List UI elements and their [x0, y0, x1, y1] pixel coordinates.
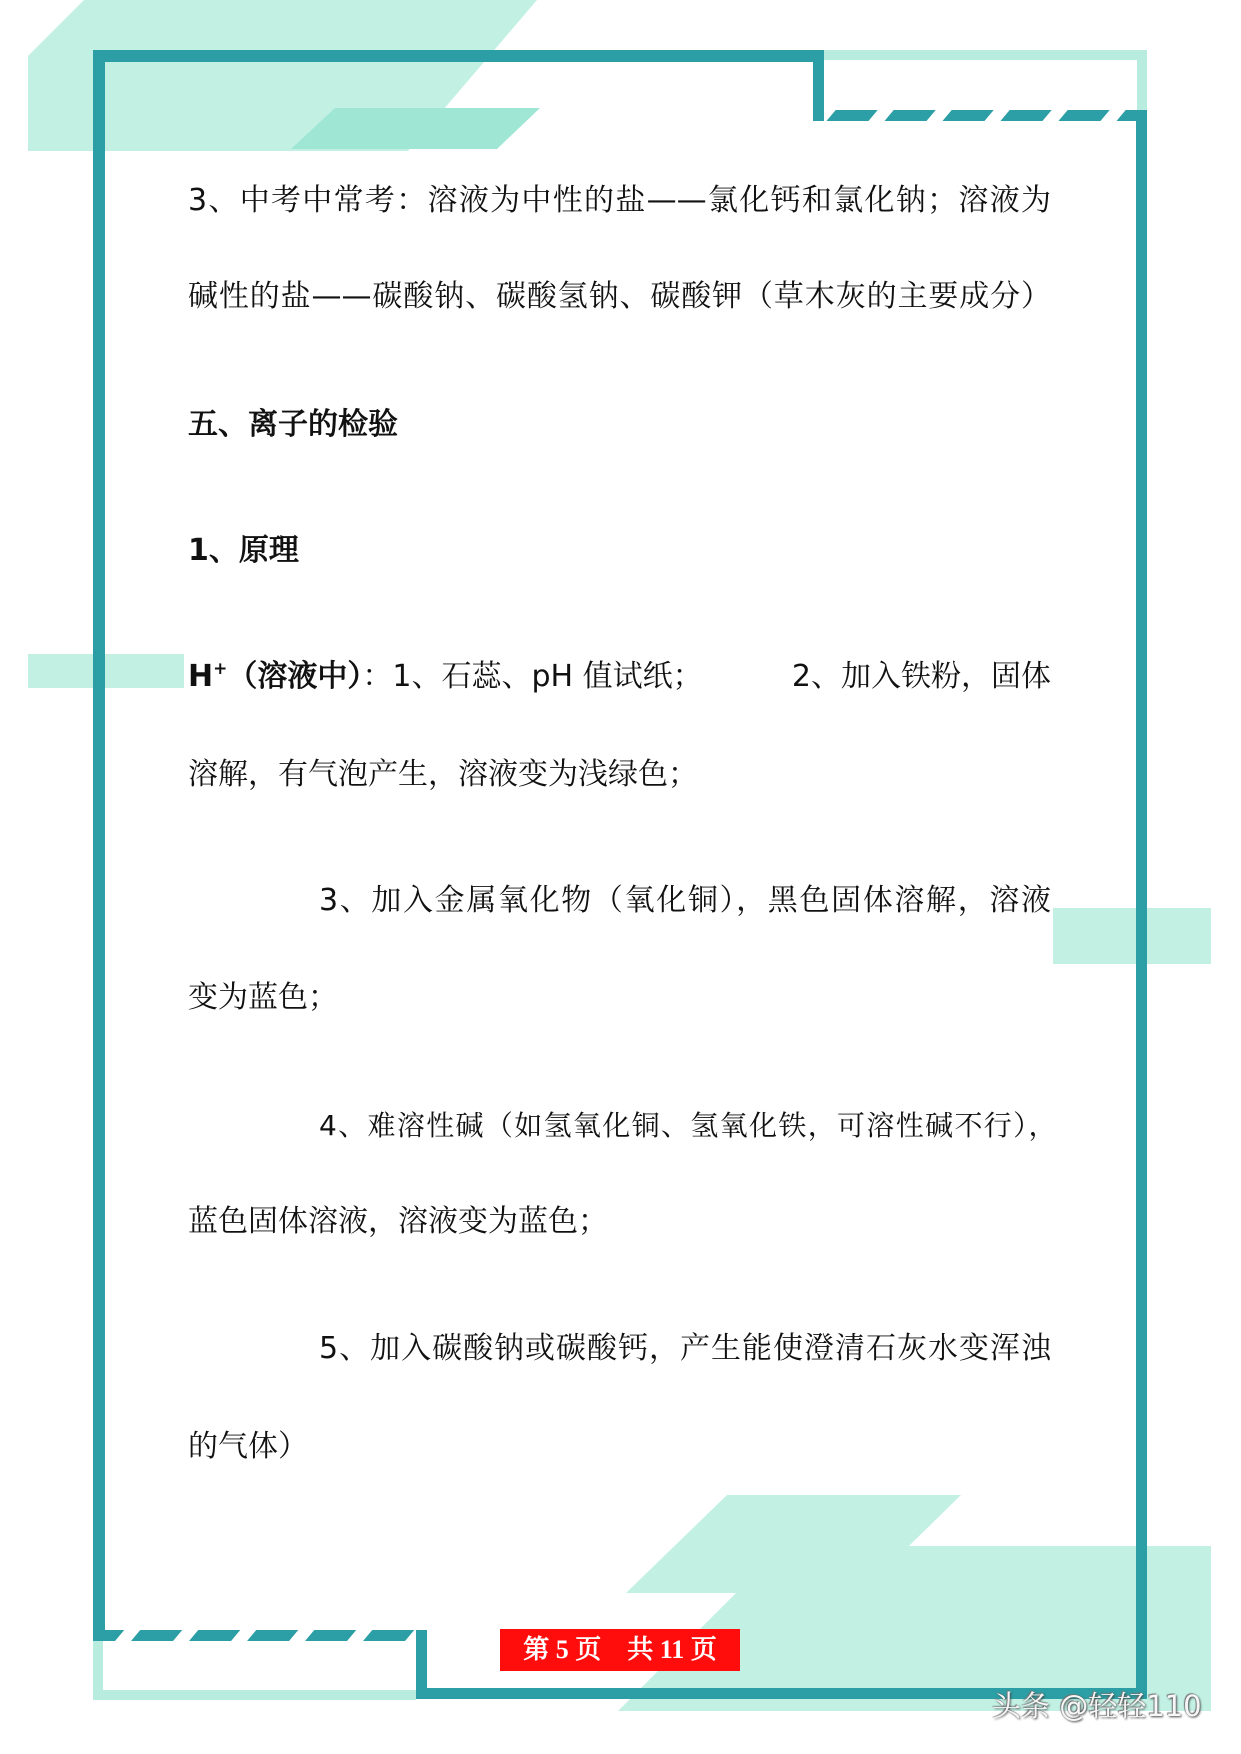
- method-5-line-1: 5、加入碳酸钠或碳酸钙，产生能使澄清石灰水变浑浊: [319, 1331, 1051, 1366]
- page-number-badge: [500, 1629, 740, 1671]
- page-total: 共 11 页: [627, 1635, 717, 1664]
- section-heading: 五、离子的检验: [188, 407, 398, 442]
- frame-right-border: [1136, 110, 1147, 1699]
- salts-paragraph-line-2: 碱性的盐——碳酸钠、碳酸氢钠、碳酸钾（草木灰的主要成分）: [188, 279, 1051, 314]
- method-3-line-2: 变为蓝色；: [188, 980, 338, 1015]
- frame-top-border: [93, 50, 824, 62]
- method-1-text: ：1、石蕊、pH 值试纸；: [362, 659, 703, 694]
- frame-light-line-left-bottom: [93, 1641, 103, 1700]
- page-current: 第 5 页: [523, 1635, 602, 1664]
- frame-bottom-notch: [416, 1630, 427, 1699]
- ion-context-label: （溶液中）: [227, 659, 363, 694]
- frame-top-notch: [813, 50, 824, 121]
- source-watermark: 头条 @轻轻110: [992, 1689, 1202, 1723]
- frame-light-line-right-top: [1137, 50, 1147, 110]
- ion-symbol: H: [188, 659, 214, 694]
- method-4-line-1: 4、难溶性碱（如氢氧化铜、氢氧化铁，可溶性碱不行），: [319, 1109, 1056, 1142]
- method-5-line-2: 的气体）: [188, 1429, 308, 1464]
- decor-left-middle-block: [28, 654, 184, 688]
- salts-paragraph-line-1: 3、中考中常考：溶液为中性的盐——氯化钙和氯化钠；溶液为: [188, 183, 1051, 218]
- method-3-line-1: 3、加入金属氧化物（氧化铜），黑色固体溶解，溶液: [319, 883, 1051, 918]
- method-2-start-text: 2、加入铁粉，固体: [791, 659, 1051, 694]
- subsection-heading: 1、原理: [188, 533, 299, 568]
- decor-right-middle-block: [1053, 908, 1211, 964]
- hydrogen-ion-line-1: [188, 655, 703, 699]
- frame-bottom-left-dashed: [105, 1630, 416, 1641]
- ion-charge: +: [213, 659, 228, 679]
- method-4-line-2: 蓝色固体溶液，溶液变为蓝色；: [188, 1204, 608, 1239]
- frame-light-line-top-right: [824, 50, 1147, 60]
- method-2-continued-text: 溶解，有气泡产生，溶液变为浅绿色；: [188, 757, 698, 792]
- frame-left-border: [93, 50, 105, 1641]
- frame-light-line-bottom-left: [93, 1690, 416, 1700]
- frame-top-right-dashed: [824, 110, 1146, 121]
